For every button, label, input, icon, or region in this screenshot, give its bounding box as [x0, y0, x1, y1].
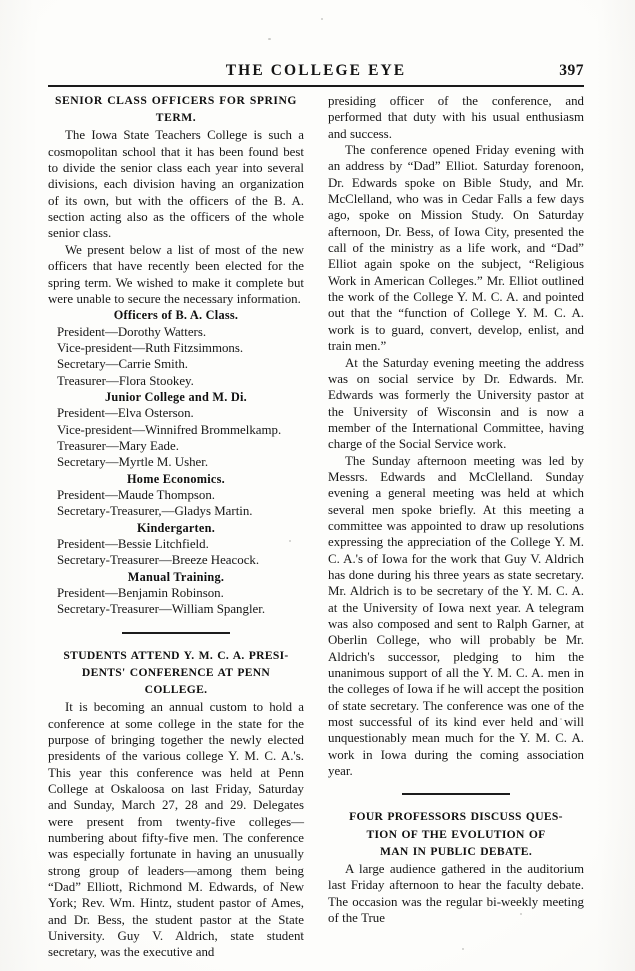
right-column [328, 93, 584, 961]
running-head [48, 62, 584, 88]
officer-entry: President—Dorothy Watters. [57, 324, 207, 339]
article-senior-class-officers [48, 93, 304, 618]
officer-entry: Vice-president—Ruth Fitzsimmons. [57, 340, 244, 355]
officer-group-title: Junior College and M. Di. [105, 389, 247, 404]
article-evolution-debate [328, 809, 584, 926]
article-paragraph: The Sunday afternoon meeting was led by Messrs. Edwards and McClelland. Sunday evening a general meeting was held at which several men spoke briefly. At this meeting a committee was appointed to draw up resolutions expressing the appreciation of the College Y. M. C. A.'s of Iowa for the work that Guy V. Aldrich has done during his three years as state secretary. Mr. Aldrich is to be secretary of the Y. M. C. A. at the University of Iowa next year. A telegram was also composed and sent to Ralph Garner, at Oberlin College, who will probably be Mr. Aldrich's successor, pledging to him the unanimous support of all the Y. M. C. A. men in the colleges of Iowa if he will accept the position of state secretary. The conference was one of the most successful of its kind ever held and will unquestionably mean much for the Y. M. C. A. work in Iowa during the coming association year. [328, 453, 584, 779]
officer-entry: President—Bessie Litchfield. [57, 537, 209, 551]
article-headline-line: SENIOR CLASS OFFICERS FOR SPRING [55, 94, 297, 107]
officer-entry: Secretary-Treasurer,—Gladys Martin. [57, 504, 253, 519]
article-headline-line: TION OF THE EVOLUTION OF [366, 827, 546, 841]
article-paragraph: The Iowa State Teachers College is such a cosmopolitan school that it has been found best to divide the senior class each year into several divisions, each division having an organization of its own, but with the officers of the B. A. section acting also as the officers of the whole senior class. [48, 128, 304, 241]
page-sheet [48, 0, 584, 971]
officer-entry: Treasurer—Flora Stookey. [57, 373, 194, 388]
divider-rule [122, 632, 230, 634]
divider-rule [402, 793, 510, 795]
article-headline-line: TERM. [155, 111, 197, 125]
left-column [48, 93, 304, 961]
officer-entry: Secretary-Treasurer—William Spangler. [57, 602, 266, 617]
officer-entry: Secretary—Myrtle M. Usher. [57, 455, 209, 470]
article-headline-line: STUDENTS ATTEND Y. M. C. A. PRESI- [63, 648, 289, 662]
officer-entry: Vice-president—Winnifred Brommelkamp. [57, 422, 282, 437]
article-headline-line: DENTS' CONFERENCE AT PENN [81, 665, 271, 679]
article-paragraph: At the Saturday evening meeting the address was on social service by Dr. Edwards. Mr. Edwards was formerly the University pastor at the University of Wisconsin and is now a member of the International Committee, having charge of the Social Service work. [328, 355, 584, 452]
article-headline-line: FOUR PROFESSORS DISCUSS QUES- [349, 810, 563, 824]
article-paragraph: We present below a list of most of the new officers that have recently been elected for the spring term. We wished to make it complete but were unable to secure the necessary information. [48, 242, 304, 306]
officer-entry: President—Elva Osterson. [57, 406, 194, 421]
section-divider [48, 618, 304, 648]
article-ymca-conference [48, 648, 304, 961]
page-number: 397 [559, 62, 584, 79]
officer-group-title: Manual Training. [127, 569, 225, 584]
officer-entry: Secretary-Treasurer—Breeze Heacock. [57, 553, 260, 568]
officer-entry: Secretary—Carrie Smith. [57, 357, 189, 372]
officer-group-title: Home Economics. [126, 471, 225, 486]
article-columns [48, 93, 584, 961]
officer-entry: Treasurer—Mary Eade. [57, 438, 179, 453]
article-headline-line: COLLEGE. [144, 683, 208, 697]
article-paragraph: presiding officer of the conference, and performed that duty with his usual enthusiasm and success. [328, 94, 584, 141]
officer-group-title: Kindergarten. [136, 520, 216, 535]
article-paragraph: It is becoming an annual custom to hold a conference at some college in the state for the purpose of bringing together the newly elected presidents of the various college Y. M. C. A.'s. This year this conference was held at Penn College at Oskaloosa on last Friday, Saturday and Sunday, March 27, 28 and 29. Delegates were present from twenty-five colleges—numbering about fifty-five men. The conference was especially fortunate in having an unusually strong group of leaders—among them being “Dad” Elliott, Richmond M. Edwards, of New York; Rev. Wm. Hintz, student pastor of Ames, and Dr. Bess, the student pastor at the State University. Guy V. Aldrich, state student secretary, was the executive and [48, 700, 304, 960]
article-headline-line: MAN IN PUBLIC DEBATE. [379, 844, 533, 858]
article-ymca-conference-continued [328, 93, 584, 779]
section-divider [328, 779, 584, 809]
officer-entry: President—Maude Thompson. [57, 487, 216, 502]
officer-group-title: Officers of B. A. Class. [113, 308, 239, 323]
publication-title: THE COLLEGE EYE [225, 62, 407, 79]
article-paragraph: A large audience gathered in the auditorium last Friday afternoon to hear the faculty debate. The occasion was the regular bi-weekly meeting of the True [328, 862, 584, 926]
header-rule [48, 85, 584, 87]
officer-entry: President—Benjamin Robinson. [57, 586, 224, 601]
article-paragraph: The conference opened Friday evening with an address by “Dad” Elliot. Saturday forenoon, Dr. Edwards spoke on Bible Study, and Mr. McClelland, who was in Cedar Falls a few days ago, spoke on Mission Study. On Saturday afternoon, Dr. Bess, of Iowa City, presented the call of the ministry as a life work, and “Dad” Elliot again spoke on the subject, “Religious Work in American Colleges.” Mr. Elliot outlined the work of the College Y. M. C. A. and pointed out that the “function of College Y. M. C. A. work is to guard, convert, develop, enlist, and train men.” [328, 143, 584, 354]
